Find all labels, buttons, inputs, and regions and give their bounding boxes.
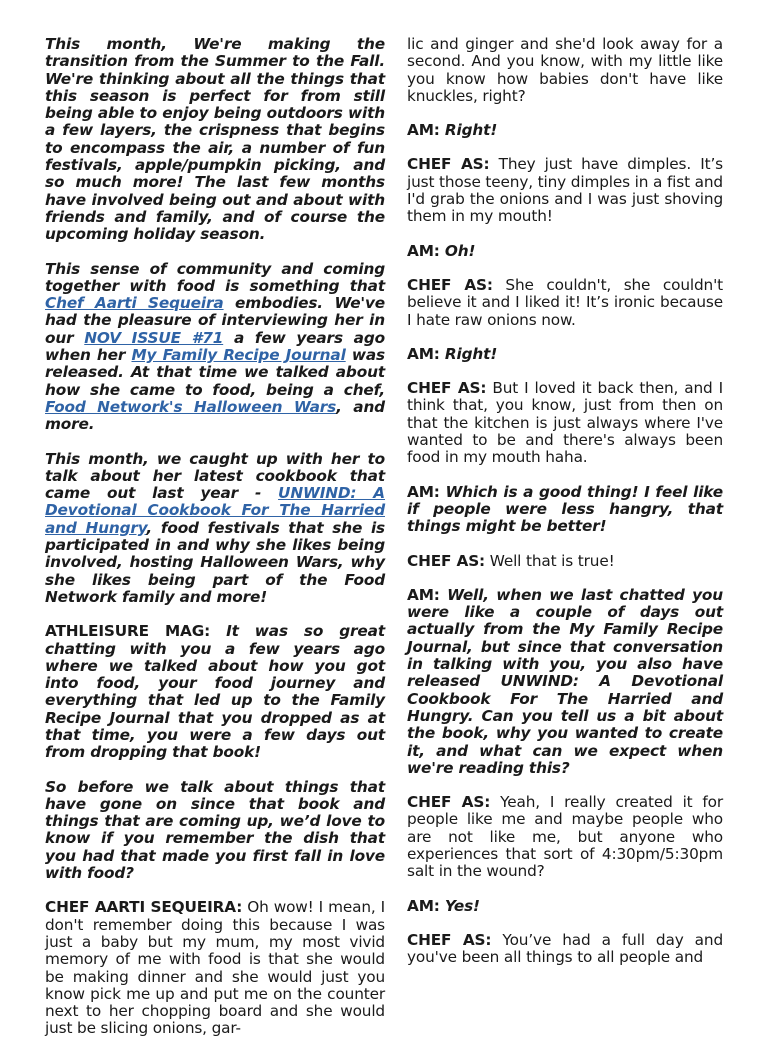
answer-text: You’ve had a full day and you've been all things to all people and (407, 930, 723, 967)
question-text: Oh! (439, 241, 476, 260)
question-text: Yes! (439, 896, 480, 915)
answer-text: Yeah, I really created it for people like me and maybe people who are not like me, but anyone who experiences that sort of 4:30pm/5:30pm salt in the wound? (407, 793, 723, 881)
interview-line (407, 553, 723, 570)
speaker-label: CHEF AS: (407, 155, 490, 174)
interview-line (407, 484, 723, 536)
right-column (407, 36, 723, 983)
interview-line (407, 122, 723, 139)
left-column (45, 36, 385, 1055)
intro-paragraph-1 (45, 36, 385, 244)
speaker-label: CHEF AS: (407, 551, 486, 570)
intro-text: a few years ago when her (45, 328, 385, 365)
interview-line (407, 380, 723, 466)
question-text: Right! (439, 344, 498, 363)
speaker-label: CHEF AS: (407, 930, 492, 949)
intro-text: , and more. (45, 397, 385, 434)
nov-issue-link[interactable]: NOV ISSUE #71 (84, 328, 224, 347)
speaker-label: AM: (407, 241, 440, 260)
answer-text: Well that is true! (485, 551, 615, 570)
halloween-wars-link[interactable]: Food Network's Halloween Wars (45, 397, 337, 416)
speaker-label: AM: (407, 482, 440, 501)
interview-line (407, 156, 723, 225)
intro-paragraph-2 (45, 261, 385, 434)
speaker-label: CHEF AS: (407, 275, 493, 294)
intro-text: embodies. We've had the pleasure of interviewing her in our (45, 294, 385, 347)
intro-text: was released. At that time we talked about how she came to food, being a chef, (45, 346, 385, 399)
intro-text: This month, We're making the transition from the Summer to the Fall. We're thinking about all the things that this season is perfect for from still being able to enjoy being outdoors with a few layers, the crispness that begins to encompass the air, a number of fun festivals, apple/pumpkin picking, and so much more! The last few months have involved being out and about with friends and family, and of course the upcoming holiday season. (45, 35, 385, 244)
interview-line (407, 346, 723, 363)
chef-name-link[interactable]: Chef Aarti Sequeira (45, 294, 224, 313)
intro-paragraph-3 (45, 451, 385, 607)
question-text: It was so great chatting with you a few years ago where we talked about how you got into food, your food journey and everything that led up to the Family Recipe Journal that you dropped as at that time, you were a few days out from dropping that book! (45, 622, 385, 762)
interview-line (407, 898, 723, 915)
speaker-label: ATHLEISURE MAG: (45, 622, 211, 641)
speaker-label: AM: (407, 896, 440, 915)
recipe-journal-link[interactable]: My Family Recipe Journal (131, 346, 346, 365)
answer-text: lic and ginger and she'd look away for a second. And you know, with my little like you know how babies don't have like knuckles, right? (407, 35, 723, 105)
interview-line (407, 932, 723, 967)
answer-text: She couldn't, she couldn't believe it and I liked it! It’s ironic because I hate raw onions now. (407, 275, 723, 329)
intro-text: , food festivals that she is participated in and why she likes being involved, hosting Halloween Wars, why she likes being part of the Food Network family and more! (45, 518, 385, 606)
unwind-book-link[interactable]: UNWIND: A Devotional Cookbook For The Harried and Hungry (45, 484, 385, 537)
speaker-label: AM: (407, 121, 440, 140)
speaker-label: CHEF AS: (407, 379, 487, 398)
question-text: Which is a good thing! I feel like if people were less hangry, that things might be better! (407, 482, 723, 536)
interview-line (407, 243, 723, 260)
question-text: So before we talk about things that have gone on since that book and things that are coming up, we’d love to know if you remember the dish that you had that made you first fall in love with food? (45, 777, 385, 883)
answer-text: Oh wow! I mean, I don't remember doing this because I was just a baby but my mum, my most vivid memory of me with food is that she would be making dinner and she would just you know pick me up and put me on the counter next to her chopping board and she would just be slicing onions, gar- (45, 898, 385, 1038)
intro-text: This month, we caught up with her to talk about her latest cookbook that came out last year - (45, 449, 385, 503)
question-text: Right! (439, 121, 498, 140)
answer-1 (45, 899, 385, 1037)
question-1 (45, 623, 385, 761)
interview-line (407, 794, 723, 880)
speaker-label: CHEF AS: (407, 793, 491, 812)
intro-text: This sense of community and coming together with food is something that (45, 259, 385, 295)
question-1b (45, 779, 385, 883)
speaker-label: CHEF AARTI SEQUEIRA: (45, 898, 243, 917)
answer-text: They just have dimples. It’s just those teeny, tiny dimples in a fist and I'd grab the onions and I was just shoving them in my mouth! (407, 155, 723, 226)
question-text: Well, when we last chatted you were like a couple of days out actually from the My Family Recipe Journal, but since that conversation in talking with you, you also have released UNWIND: A Devotional Cookbook For The Harried and Hungry. Can you tell us a bit about the book, why you wanted to create it, and what can we expect when we're reading this? (407, 585, 723, 777)
interview-line (407, 587, 723, 777)
interview-line (407, 277, 723, 329)
speaker-label: AM: (407, 585, 440, 604)
answer-text: But I loved it back then, and I think that, you know, just from then on that the kitchen is just always where I've wanted to be and there's always been food in my mouth haha. (407, 379, 723, 467)
speaker-label: AM: (407, 344, 440, 363)
answer-continuation (407, 36, 723, 105)
